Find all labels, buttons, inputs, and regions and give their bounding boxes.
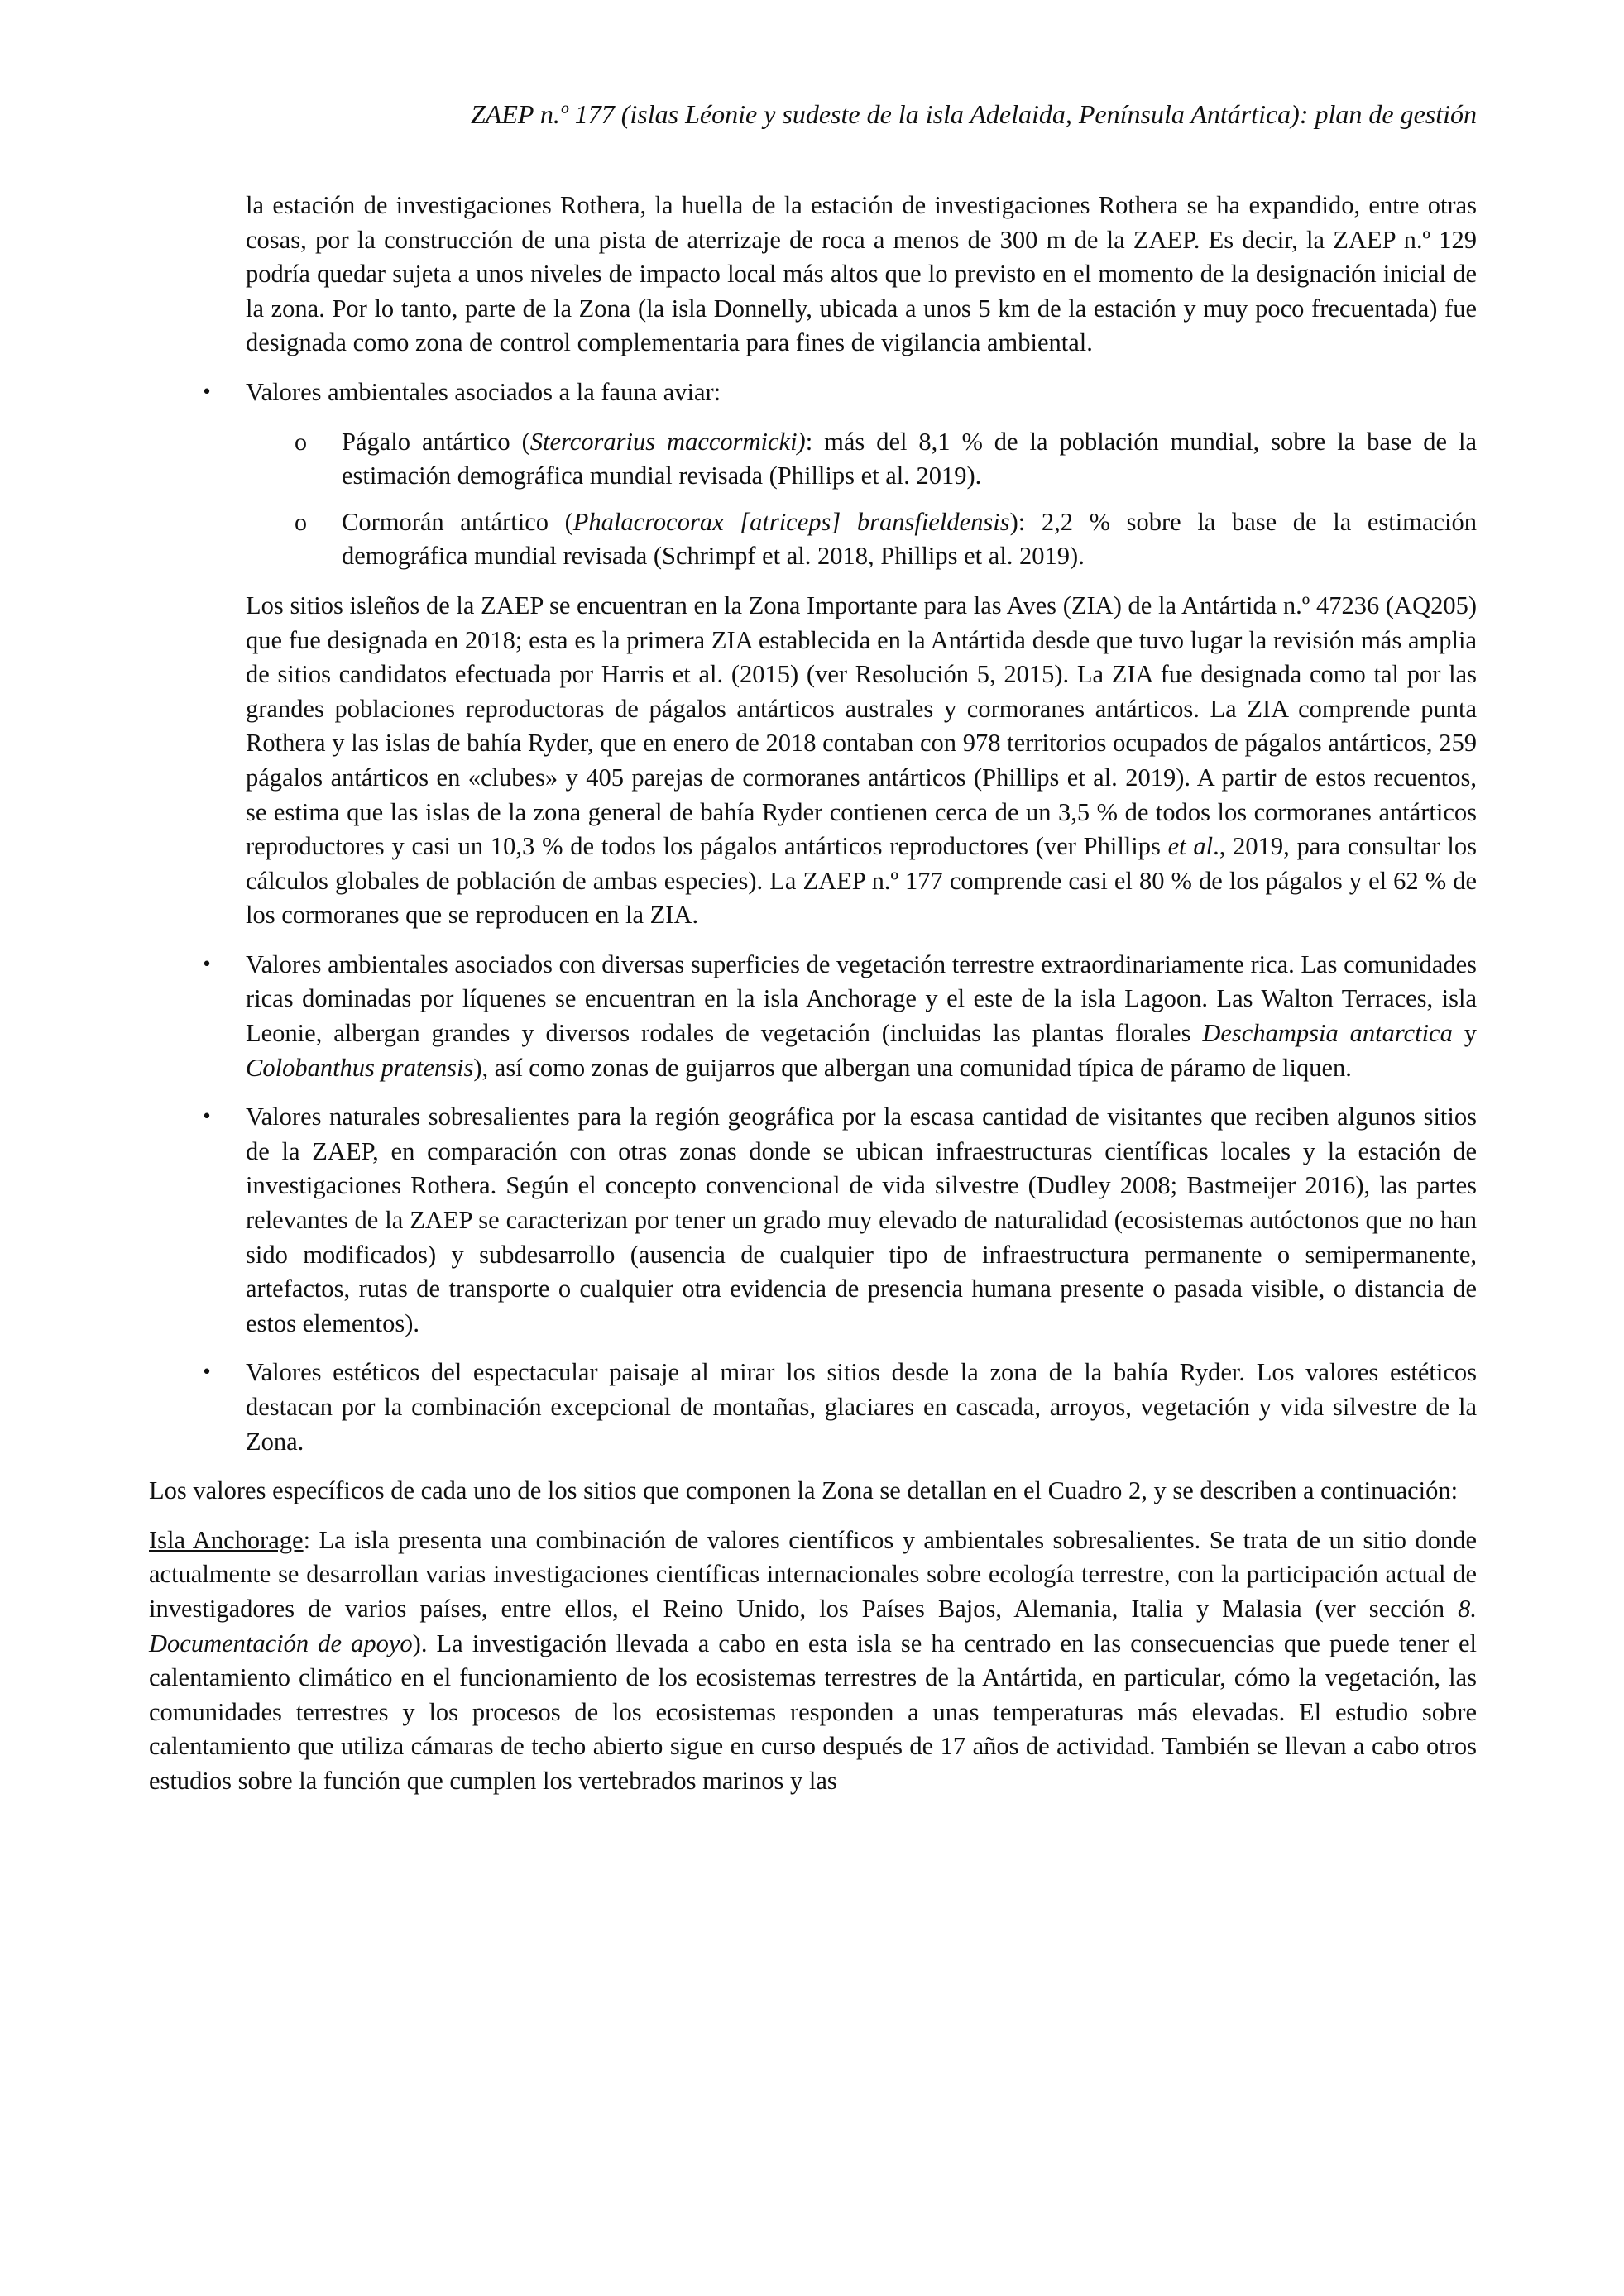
- vegetation-mid: y: [1452, 1019, 1478, 1048]
- bullet-marker: •: [201, 1107, 213, 1128]
- shag-species: Phalacrocorax [atriceps] bransfieldensis: [572, 507, 1010, 536]
- skua-post: : más del 8,1 % de la población mundial, sobre la base de la estimación demográfica mundial revisada (Phillips et al. 2019).: [342, 427, 1478, 490]
- anchorage-section-ref: 8. Documentación de apoyo: [149, 1594, 1477, 1657]
- anchorage-post: ). La investigación llevada a cabo en esta isla se ha centrado en las consecuencias que puede tener el calentamiento climático en el funcionamiento de los ecosistemas terrestres de la Antártida, en particular, cómo la vegetación, las comunidades terrestres y los procesos de los ecosistemas responden a unas temperaturas más elevadas. El estudio sobre calentamiento que utiliza cámaras de techo abierto sigue en curso después de 17 años de actividad. También se llevan a cabo otros estudios sobre la función que cumplen los vertebrados marinos y las: [149, 1629, 1477, 1795]
- shag-post: ): 2,2 % sobre la base de la estimación demográfica mundial revisada (Schrimpf et al. 2018, Phillips et al. 2019).: [342, 507, 1477, 571]
- skua-species: Stercorarius maccormicki): [529, 427, 806, 456]
- anchorage-paragraph: [149, 1523, 1477, 1799]
- sub-bullet-shag: [149, 505, 1477, 574]
- vegetation-species-1: Deschampsia antarctica: [1202, 1019, 1453, 1048]
- specific-values-paragraph: Los valores específicos de cada uno de los sitios que componen la Zona se detallan en el Cuadro 2, y se describen a continuación:: [149, 1476, 1459, 1505]
- vegetation-post: ), así como zonas de guijarros que albergan una comunidad típica de páramo de liquen.: [473, 1053, 1352, 1082]
- iba-paragraph: [149, 589, 1477, 933]
- bullet-natural: [149, 1100, 1477, 1341]
- aesthetic-text: Valores estéticos del espectacular paisaje al mirar los sitios desde la zona de la bahía Ryder. Los valores estéticos destacan por la combinación excepcional de montañas, glaciares en cascada, arroyos, vegetación y vida silvestre de la Zona.: [246, 1358, 1477, 1456]
- shag-pre: Cormorán antártico (: [342, 507, 573, 536]
- iba-post: ., 2019, para consultar los cálculos globales de población de ambas especies). La ZAEP n.º 177 comprende casi el 80 % de los págalos y el 62 % de los cormoranes que se reproducen en la ZIA.: [246, 832, 1477, 930]
- anchorage-pre: : La isla presenta una combinación de valores científicos y ambientales sobresalientes. Se trata de un sitio donde actualmente se desarrollan varias investigaciones científicas internacionales sobre ecología terrestre, con la participación actual de investigadores de varios países, entre ellos, el Reino Unido, los Países Bajos, Alemania, Italia y Malasia (ver sección: [149, 1525, 1477, 1623]
- vegetation-pre: Valores ambientales asociados con diversas superficies de vegetación terrestre extraordinariamente rica. Las comunidades ricas dominadas por líquenes se encuentran en la isla Anchorage y el este de la isla Lagoon. Las Walton Terraces, isla Leonie, albergan grandes y diversos rodales de vegetación (incluidas las plantas florales: [246, 949, 1477, 1048]
- bullet-bird-text: Valores ambientales asociados a la fauna aviar:: [246, 377, 721, 406]
- sub-marker: o: [295, 428, 307, 456]
- sub-bullet-skua: [149, 425, 1477, 494]
- natural-text: Valores naturales sobresalientes para la región geográfica por la escasa cantidad de visitantes que reciben algunos sitios de la ZAEP, en comparación con otras zonas donde se ubican infraestructuras científicas locales y la estación de investigaciones Rothera. Según el concepto convencional de vida silvestre (Dudley 2008; Bastmeijer 2016), las partes relevantes de la ZAEP se caracterizan por tener un grado muy elevado de naturalidad (ecosistemas autóctonos que no han sido modificados) y subdesarrollo (ausencia de cualquier tipo de infraestructura permanente o semipermanente, artefactos, rutas de transporte o cualquier otra evidencia de presencia humana presente o pasada visible, o distancia de estos elementos).: [246, 1103, 1477, 1337]
- bird-species-list: [149, 425, 1477, 574]
- vegetation-species-2: Colobanthus pratensis: [246, 1053, 474, 1082]
- intro-paragraph: la estación de investigaciones Rothera, la huella de la estación de investigaciones Rothera se ha expandido, entre otras cosas, por la construcción de una pista de aterrizaje de roca a menos de 300 m de la ZAEP. Es decir, la ZAEP n.º 129 podría quedar sujeta a unos niveles de impacto local más altos que lo previsto en el momento de la designación inicial de la zona. Por lo tanto, parte de la Zona (la isla Donnelly, ubicada a unos 5 km de la estación y muy poco frecuentada) fue designada como zona de control complementaria para fines de vigilancia ambiental.: [246, 191, 1477, 357]
- bullet-aesthetic: [149, 1356, 1477, 1459]
- bullet-marker: •: [201, 381, 213, 403]
- document-body: [149, 189, 1477, 1814]
- bullet-marker: •: [201, 954, 213, 975]
- iba-etal: et al: [1167, 832, 1214, 861]
- bullet-marker: •: [201, 1362, 213, 1384]
- running-header: ZAEP n.º 177 (islas Léonie y sudeste de la isla Adelaida, Península Antártica): plan de gestión: [470, 99, 1477, 129]
- anchorage-heading: Isla Anchorage: [149, 1525, 304, 1554]
- bullet-vegetation: [149, 948, 1477, 1085]
- skua-pre: Págalo antártico (: [342, 427, 530, 456]
- sub-marker: o: [295, 508, 307, 536]
- bullet-bird-values: [149, 375, 1477, 410]
- iba-pre: Los sitios isleños de la ZAEP se encuentran en la Zona Importante para las Aves (ZIA) de la Antártida n.º 47236 (AQ205) que fue designada en 2018; esta es la primera ZIA establecida en la Antártida desde que tuvo lugar la revisión más amplia de sitios candidatos efectuada por Harris et al. (2015) (ver Resolución 5, 2015). La ZIA fue designada como tal por las grandes poblaciones reproductoras de págalos antárticos australes y cormoranes antárticos. La ZIA comprende punta Rothera y las islas de bahía Ryder, que en enero de 2018 contaban con 978 territorios ocupados de págalos antárticos, 259 págalos antárticos en «clubes» y 405 parejas de cormoranes antárticos (Phillips et al. 2019). A partir de estos recuentos, se estima que las islas de la zona general de bahía Ryder contienen cerca de un 3,5 % de todos los cormoranes antárticos reproductores y casi un 10,3 % de todos los págalos antárticos reproductores (ver Phillips: [246, 591, 1477, 861]
